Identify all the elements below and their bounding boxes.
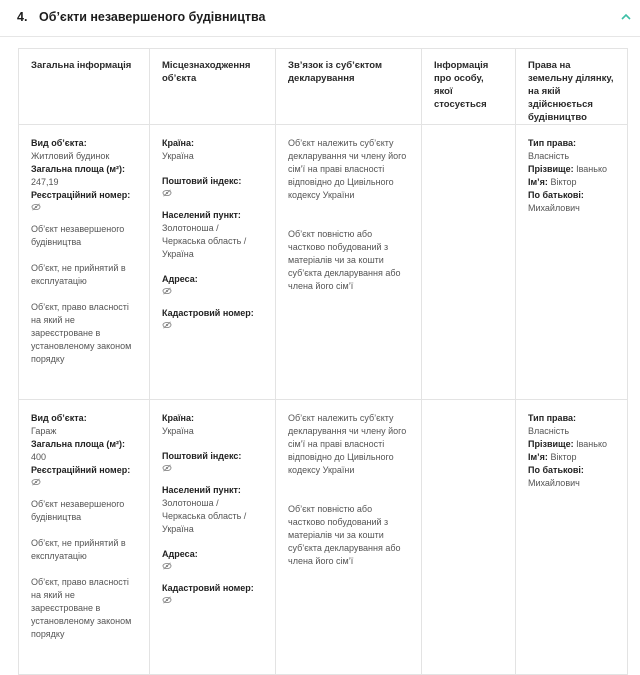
eye-slash-icon	[31, 478, 41, 486]
patronymic-label: По батькові:	[528, 465, 584, 475]
patronymic-label: По батькові:	[528, 190, 584, 200]
cell-person	[422, 125, 516, 400]
name-value: Віктор	[550, 452, 577, 462]
reg-number-label: Реєстраційний номер:	[31, 190, 131, 200]
header-location: Місцезнаходження об’єкта	[150, 49, 276, 125]
header-relation: Зв’язок із суб’єктом декларування	[276, 49, 422, 125]
note-unfinished: Об’єкт незавершеного будівництва	[31, 499, 125, 522]
right-type-value: Власність	[528, 151, 570, 161]
settlement-label: Населений пункт:	[162, 485, 241, 495]
note-not-commissioned: Об’єкт, не прийнятий в експлуатацію	[31, 538, 126, 561]
cell-person	[422, 400, 516, 675]
cell-general	[19, 400, 150, 675]
area-label: Загальна площа (м²):	[31, 164, 125, 174]
settlement-value: Золотоноша / Черкаська область / Україна	[162, 498, 247, 534]
header-general: Загальна інформація	[19, 49, 150, 125]
postal-label: Поштовий індекс:	[162, 451, 242, 461]
cell-general	[19, 125, 150, 400]
eye-slash-icon	[162, 464, 172, 472]
cell-land-rights	[516, 400, 628, 675]
surname-label: Прізвище:	[528, 164, 574, 174]
note-unfinished: Об’єкт незавершеного будівництва	[31, 224, 125, 247]
note-not-commissioned: Об’єкт, не прийнятий в експлуатацію	[31, 263, 126, 286]
relation-ownership: Об’єкт належить суб’єкту декларування чи члену його сім’ї на праві власності відповідно до Цивільного кодексу України	[288, 138, 407, 200]
cadastre-label: Кадастровий номер:	[162, 308, 254, 318]
relation-built: Об’єкт повністю або частково побудований з матеріалів чи за кошти суб’єкта декларування або члена його сім’ї	[288, 504, 401, 566]
right-type-label: Тип права:	[528, 413, 576, 423]
cell-relation	[276, 125, 422, 400]
address-label: Адреса:	[162, 549, 198, 559]
eye-slash-icon	[162, 596, 172, 604]
country-value: Україна	[162, 426, 194, 436]
area-label: Загальна площа (м²):	[31, 439, 125, 449]
surname-value: Іванько	[576, 164, 608, 174]
note-not-registered: Об’єкт, право власності на який не зареєстроване в установленому законом порядку	[31, 577, 132, 639]
type-label: Вид об’єкта:	[31, 413, 87, 423]
type-value: Житловий будинок	[31, 151, 110, 161]
area-value: 247,19	[31, 177, 59, 187]
table-row	[19, 400, 628, 675]
header-person: Інформація про особу, якої стосується	[422, 49, 516, 125]
country-value: Україна	[162, 151, 194, 161]
surname-label: Прізвище:	[528, 439, 574, 449]
relation-ownership: Об’єкт належить суб’єкту декларування чи члену його сім’ї на праві власності відповідно до Цивільного кодексу України	[288, 413, 407, 475]
eye-slash-icon	[162, 321, 172, 329]
name-value: Віктор	[550, 177, 577, 187]
settlement-value: Золотоноша / Черкаська область / Україна	[162, 223, 247, 259]
country-label: Країна:	[162, 138, 194, 148]
type-value: Гараж	[31, 426, 57, 436]
section-number: 4.	[17, 10, 28, 24]
reg-number-label: Реєстраційний номер:	[31, 465, 131, 475]
cadastre-label: Кадастровий номер:	[162, 583, 254, 593]
cell-location	[150, 400, 276, 675]
settlement-label: Населений пункт:	[162, 210, 241, 220]
relation-built: Об’єкт повністю або частково побудований з матеріалів чи за кошти суб’єкта декларування або члена його сім’ї	[288, 229, 401, 291]
unfinished-construction-table	[18, 48, 627, 675]
surname-value: Іванько	[576, 439, 608, 449]
type-label: Вид об’єкта:	[31, 138, 87, 148]
cell-land-rights	[516, 125, 628, 400]
cell-relation	[276, 400, 422, 675]
area-value: 400	[31, 452, 47, 462]
section-title: Об’єкти незавершеного будівництва	[39, 10, 266, 24]
eye-slash-icon	[162, 189, 172, 197]
country-label: Країна:	[162, 413, 194, 423]
right-type-value: Власність	[528, 426, 570, 436]
eye-slash-icon	[162, 287, 172, 295]
header-land-rights: Права на земельну ділянку, на якій здійснюється будівництво	[516, 49, 628, 125]
postal-label: Поштовий індекс:	[162, 176, 242, 186]
patronymic-value: Михайлович	[528, 478, 580, 488]
table-row	[19, 125, 628, 400]
chevron-up-icon[interactable]	[620, 11, 632, 23]
name-label: Ім’я:	[528, 452, 548, 462]
right-type-label: Тип права:	[528, 138, 576, 148]
eye-slash-icon	[31, 203, 41, 211]
address-label: Адреса:	[162, 274, 198, 284]
cell-location	[150, 125, 276, 400]
note-not-registered: Об’єкт, право власності на який не зареєстроване в установленому законом порядку	[31, 302, 132, 364]
patronymic-value: Михайлович	[528, 203, 580, 213]
section-header[interactable]	[0, 0, 640, 37]
name-label: Ім’я:	[528, 177, 548, 187]
table-header-row	[19, 49, 628, 125]
eye-slash-icon	[162, 562, 172, 570]
